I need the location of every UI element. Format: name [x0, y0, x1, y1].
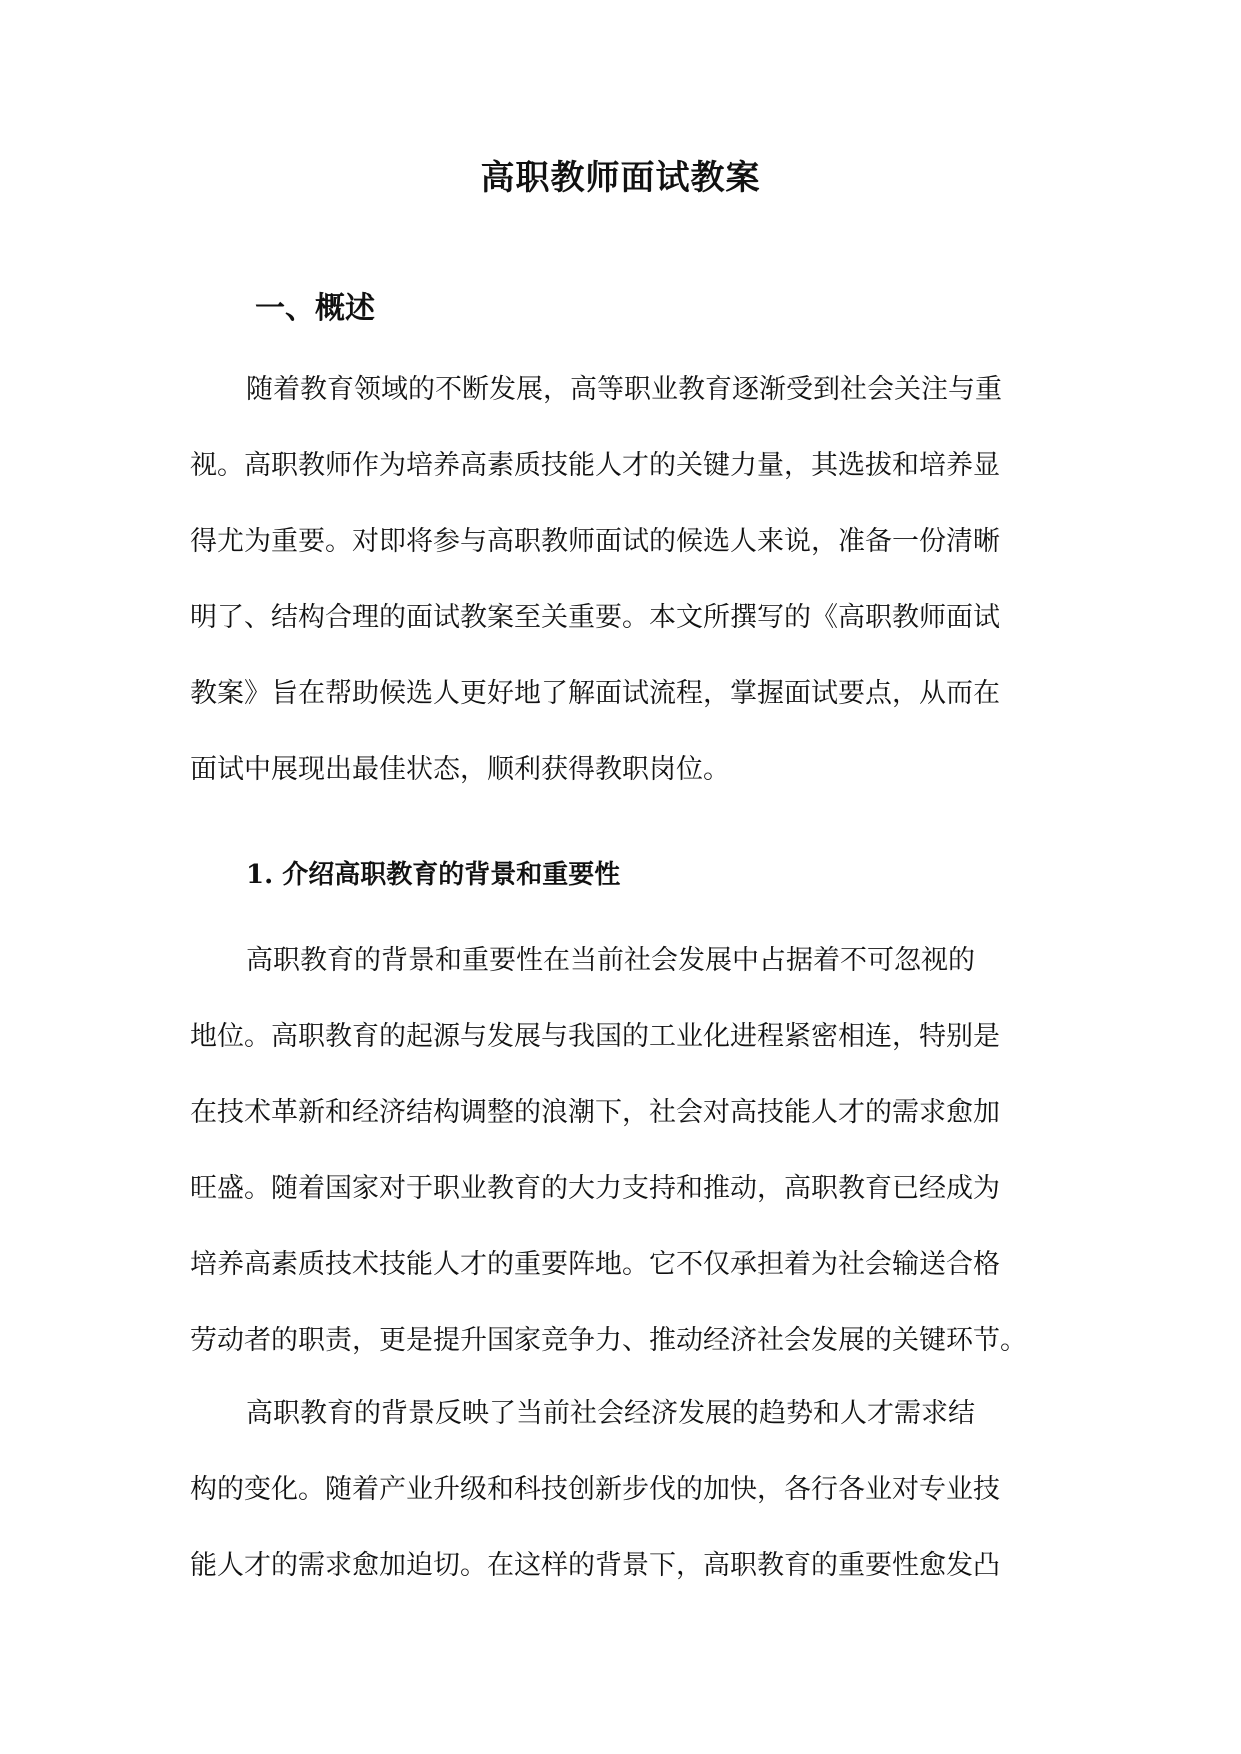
paragraph-line: 地位。高职教育的起源与发展与我国的工业化进程紧密相连，特别是: [190, 1021, 1000, 1052]
paragraph-line: 能人才的需求愈加迫切。在这样的背景下，高职教育的重要性愈发凸: [190, 1550, 1000, 1581]
paragraph-line: 劳动者的职责，更是提升国家竞争力、推动经济社会发展的关键环节。: [190, 1325, 1027, 1356]
section-heading-overview: 一、概述: [255, 291, 375, 326]
paragraph-line: 面试中展现出最佳状态，顺利获得教职岗位。: [190, 754, 730, 785]
paragraph-line: 视。高职教师作为培养高素质技能人才的关键力量，其选拔和培养显: [190, 450, 1000, 481]
paragraph-line: 随着教育领域的不断发展，高等职业教育逐渐受到社会关注与重: [246, 374, 1002, 405]
paragraph-trends: [190, 1376, 1050, 1604]
paragraph-overview: [190, 352, 1050, 808]
paragraph-line: 培养高素质技术技能人才的重要阵地。它不仅承担着为社会输送合格: [190, 1249, 1000, 1280]
document-title: 高职教师面试教案: [480, 158, 761, 198]
paragraph-line: 明了、结构合理的面试教案至关重要。本文所撰写的《高职教师面试: [190, 602, 1000, 633]
paragraph-background: [190, 923, 1050, 1379]
paragraph-line: 教案》旨在帮助候选人更好地了解面试流程，掌握面试要点，从而在: [190, 678, 1000, 709]
paragraph-line: 得尤为重要。对即将参与高职教师面试的候选人来说，准备一份清晰: [190, 526, 1000, 557]
paragraph-line: 旺盛。随着国家对于职业教育的大力支持和推动，高职教育已经成为: [190, 1173, 1000, 1204]
subheading-background: 1. 介绍高职教育的背景和重要性: [246, 860, 621, 890]
paragraph-line: 高职教育的背景和重要性在当前社会发展中占据着不可忽视的: [246, 945, 975, 976]
paragraph-line: 高职教育的背景反映了当前社会经济发展的趋势和人才需求结: [246, 1398, 975, 1429]
paragraph-line: 构的变化。随着产业升级和科技创新步伐的加快，各行各业对专业技: [190, 1474, 1000, 1505]
paragraph-line: 在技术革新和经济结构调整的浪潮下，社会对高技能人才的需求愈加: [190, 1097, 1000, 1128]
